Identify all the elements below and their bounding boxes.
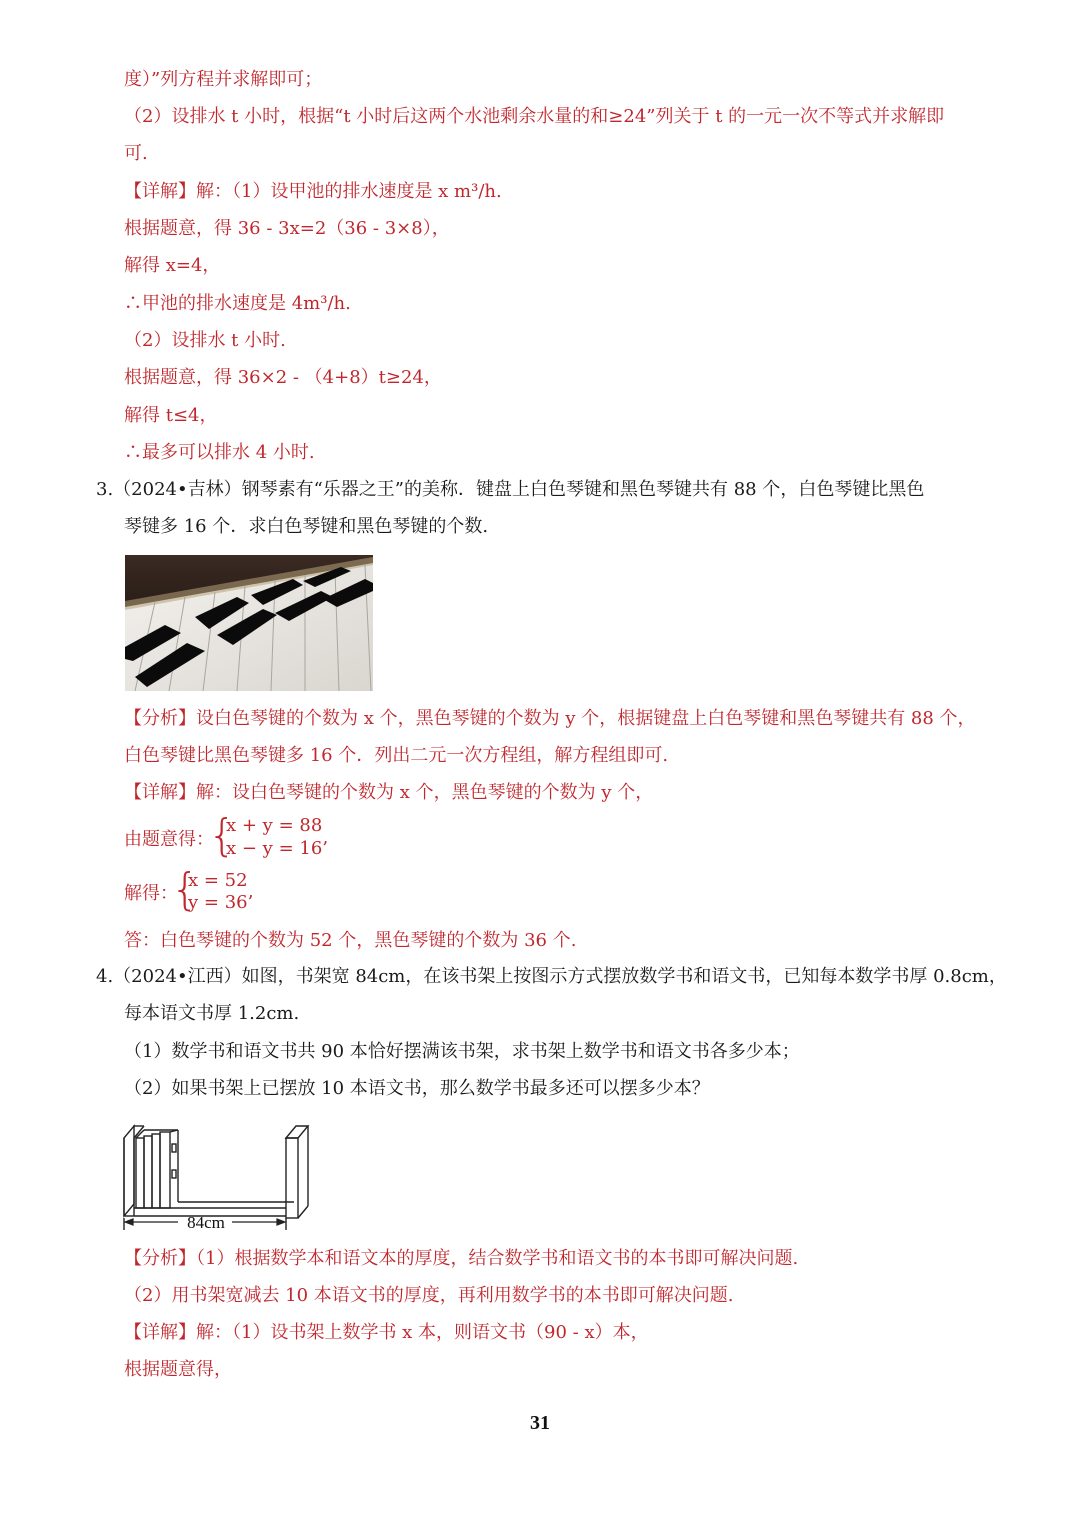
question-3-cont: 琴键多 16 个．求白色琴键和黑色琴键的个数. [124,516,489,537]
solution-line: ∴甲池的排水速度是 4m³/h. [124,293,351,314]
bookshelf-width-label: 84cm [187,1213,225,1232]
equation-brace: { [171,864,199,915]
question-4-cont: 每本语文书厚 1.2cm. [124,1003,300,1024]
solution-line: 解得： [124,883,178,904]
question-4-part1: （1）数学书和语文书共 90 本恰好摆满该书架，求书架上数学书和语文书各多少本； [124,1041,800,1062]
solution-line: 根据题意，得 36×2 - （4+8）t≥24， [124,367,442,388]
analysis-line: 白色琴键比黑色琴键多 16 个．列出二元一次方程组，解方程组即可. [124,745,669,766]
equation-3: x = 52 [188,870,248,891]
solution-line: 解得 x=4， [124,255,221,276]
solution-line: 根据题意得， [124,1359,232,1380]
solution-line: 由题意得： [124,829,214,850]
solution-line: 根据题意，得 36 - 3x=2（36 - 3×8）， [124,218,450,239]
solution-line: ∴最多可以排水 4 小时. [124,442,315,463]
equation-2: x − y = 16’ [226,838,328,859]
solution-line: 度）”列方程并求解即可； [124,69,323,90]
solution-line: 【详解】解：设白色琴键的个数为 x 个，黑色琴键的个数为 y 个， [124,782,654,803]
question-3: 3.（2024•吉林）钢琴素有“乐器之王”的美称．键盘上白色琴键和黑色琴键共有 88 个，白色琴键比黑色 [96,479,925,500]
analysis-line: （2）用书架宽减去 10 本语文书的厚度，再利用数学书的本书即可解决问题. [124,1285,734,1306]
analysis-line: 【分析】设白色琴键的个数为 x 个，黑色琴键的个数为 y 个，根据键盘上白色琴键和黑色琴键共有 88 个， [124,708,976,729]
piano-keyboard-image [125,555,373,691]
analysis-line: 【分析】（1）根据数学本和语文本的厚度，结合数学书和语文书的本书即可解决问题. [124,1248,799,1269]
solution-line: 可. [124,143,148,164]
solution-line: 【详解】解：（1）设书架上数学书 x 本，则语文书（90 - x）本， [124,1322,649,1343]
page-number: 31 [530,1412,550,1434]
question-4-part2: （2）如果书架上已摆放 10 本语文书，那么数学书最多还可以摆多少本？ [124,1078,710,1099]
solution-line: 【详解】解：（1）设甲池的排水速度是 x m³/h. [124,181,502,202]
equation-brace: { [208,810,236,861]
solution-line: （2）设排水 t 小时，根据“t 小时后这两个水池剩余水量的和≥24”列关于 t 的一元一次不等式并求解即 [124,106,945,127]
solution-line: （2）设排水 t 小时. [124,330,286,351]
answer-line: 答：白色琴键的个数为 52 个，黑色琴键的个数为 36 个. [124,930,577,951]
solution-line: 解得 t≤4， [124,405,218,426]
equation-1: x + y = 88 [226,815,323,836]
equation-4: y = 36’ [188,892,254,913]
question-4: 4.（2024•江西）如图，书架宽 84cm，在该书架上按图示方式摆放数学书和语文书，已知每本数学书厚 0.8cm， [96,966,1007,987]
bookshelf-diagram [118,1112,318,1234]
